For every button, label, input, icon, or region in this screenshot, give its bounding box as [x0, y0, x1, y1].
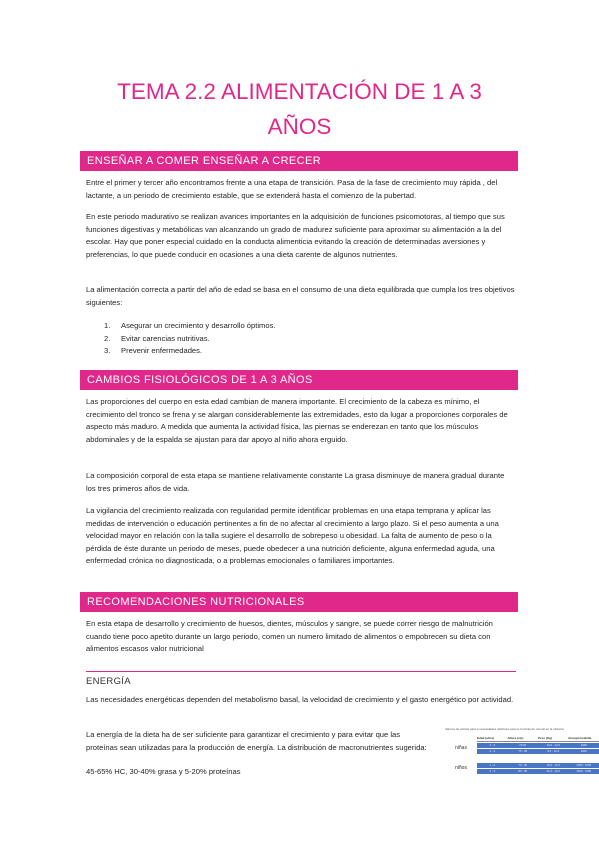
list-number: 1. — [104, 321, 111, 330]
table-cell: 70-87 — [519, 743, 527, 747]
paragraph: La vigilancia del crecimiento realizada con regularidad permite identificar problemas en una etapa temprana y aplicar las medidas de intervención o educación pertinentes a fin de no afectar al crecimiento a largo plazo. Si el peso aumenta a una velocidad mayor en relación con la talla sugiere el desarrollo de sobrepeso u obesidad. La falta de aumento de peso o la pérdida de éste durante un periodo de meses, puede obedecer a una nutrición deficiente, alguna enfermedad aguda, una enfermedad crónica no diagnosticada, o a problemas emocionales o familiares importantes. — [86, 506, 499, 566]
list-number: 3. — [104, 346, 111, 356]
paragraph: La energía de la dieta ha de ser suficiente para garantizar el crecimiento y para evitar que las proteínas sean utilizadas para la producción de energía. La distribución de macronutrientes sugerida: — [86, 730, 427, 752]
table-cell: 1 - 2 — [489, 763, 496, 767]
list-text: Asegurar un crecimiento y desarrollo óptimos. — [121, 321, 276, 330]
table-cell: 1100 — [580, 749, 587, 753]
paragraph: La alimentación correcta a partir del año de edad se basa en el consumo de una dieta equilibrada que cumpla los tres objetivos siguientes: — [86, 285, 515, 307]
row-cells — [477, 743, 599, 755]
table-cell: 70 - 90 — [518, 763, 528, 767]
table-subrow — [477, 769, 599, 775]
table-cell: 10,0 - 12,5 — [546, 763, 560, 767]
paragraph: En este periodo madurativo se realizan avances importantes en la adquisición de funciones psicomotoras, al tiempo que sus funciones digestivas y metabólicas van alcanzando un grado de madurez suficiente para aproximar su alimentación a la del escolar. Hay que poner especial cuidado en la conducta alimenticia evitando la creación de determinadas aversiones y preferencias, lo que puede conducir en ocasiones a una dieta carente de algunos nutrientes. — [86, 212, 505, 259]
table-cell: 1000 — [580, 743, 587, 747]
table-cell: 11,0 - 14,5 — [546, 769, 560, 773]
paragraph: Las necesidades energéticas dependen del metabolismo basal, la velocidad de crecimiento y el gasto energético por actividad. — [86, 695, 514, 704]
table-header-cell: Edad (años) — [477, 736, 508, 742]
table-header-cell: Peso (Kg) — [538, 736, 569, 742]
list-text: Evitar carencias nutritivas. — [121, 333, 210, 343]
list-item — [104, 345, 504, 358]
table-row — [443, 743, 599, 755]
row-cells — [477, 763, 599, 775]
table-header-cell: Energía kcal/día — [569, 736, 599, 742]
title-line-1: TEMA 2.2 ALIMENTACIÓN DE 1 A 3 — [117, 79, 482, 104]
table-cell: 2 - 3 — [489, 749, 496, 753]
section-heading-ensenar: ENSEÑAR A COMER ENSEÑAR A CRECER — [80, 151, 518, 171]
paragraph: La composición corporal de esta etapa se mantiene relativamente constante La grasa disminuye de manera gradual durante los tres primeros años de vida. — [86, 471, 505, 493]
divider — [86, 671, 516, 672]
paragraph: 45-65% HC, 30-40% grasa y 5-20% proteínas — [86, 767, 241, 776]
energy-table — [443, 727, 599, 785]
page-title — [60, 74, 539, 144]
row-label: niños — [455, 765, 467, 771]
table-header-cell: Altura (cm) — [508, 736, 539, 742]
list-item — [104, 333, 504, 346]
title-line-2: AÑOS — [267, 114, 332, 139]
row-label: niñas — [455, 745, 467, 751]
paragraph: En esta etapa de desarrollo y crecimiento de huesos, dientes, músculos y sangre, se puede correr riesgo de malnutrición cuando tiene poco apetito durante un largo periodo, comen un numero limitado de alimentos o empobrecen su dieta con alimentos escasos valor nutricional — [86, 619, 493, 654]
paragraph: Entre el primer y tercer año encontramos frente a una etapa de transición. Pasa de la fase de crecimiento muy rápida , del lactante, a un periodo de crecimiento estable, que se extenderá hasta el comienzo de la pubertad. — [86, 178, 498, 200]
list-item — [104, 320, 504, 333]
table-cell: 1100 - 1300 — [576, 769, 592, 773]
section-heading-recomendaciones: RECOMENDACIONES NUTRICIONALES — [80, 592, 518, 612]
table-subrow — [477, 749, 599, 755]
table-cell: 10,0 - 12,0 — [546, 743, 560, 747]
table-cell: 2 - 3 — [489, 769, 496, 773]
table-cell: 1 - 2 — [489, 743, 496, 747]
table-cell: 75 - 95 — [518, 749, 528, 753]
table-header-row — [477, 736, 599, 742]
paragraph: Las proporciones del cuerpo en esta edad cambian de manera importante. El crecimiento de la cabeza es mínimo, el crecimiento del tronco se frena y se alargan considerablemente las extremidades, esto da lugar a proporciones corporales de aspecto más maduro. A medida que aumenta la actividad física, las piernas se enderezan en tanto que los músculos abdominales y de la espalda se ajustan para dar apoyo al niño ahora erguido. — [86, 397, 508, 444]
objectives-list — [104, 320, 504, 358]
table-cell: 80 - 95 — [518, 769, 528, 773]
list-text: Prevenir enfermedades. — [121, 346, 203, 356]
list-number: 2. — [104, 333, 111, 343]
table-cell: 1000 - 1200 — [576, 763, 592, 767]
table-cell: 9,0 - 12,0 — [547, 749, 560, 753]
section-heading-cambios: CAMBIOS FISIOLÓGICOS DE 1 A 3 AÑOS — [80, 370, 518, 390]
subheading-energia: ENERGÍA — [86, 676, 131, 687]
table-caption: Valores de ofertas para a necesidades calóricas para el crecimiento normal en la infancia — [445, 727, 564, 731]
table-row — [443, 763, 599, 775]
